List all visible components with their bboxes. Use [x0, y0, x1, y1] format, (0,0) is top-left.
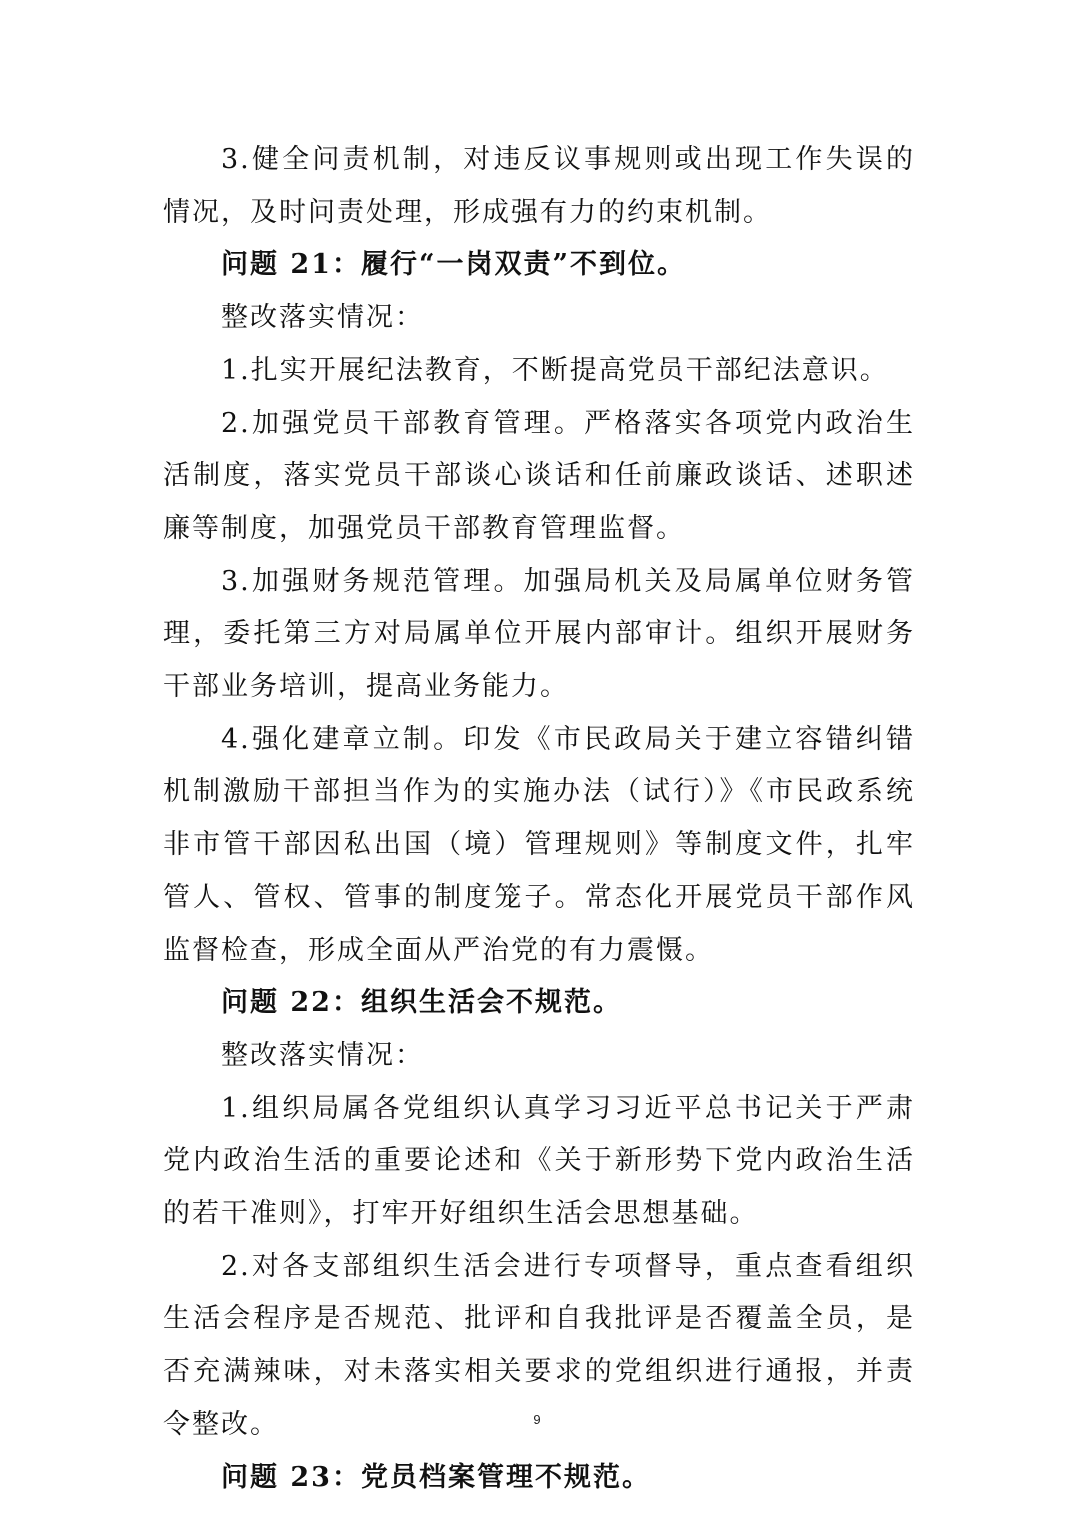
paragraph-item-1: 1.组织局属各党组织认真学习习近平总书记关于严肃党内政治生活的重要论述和《关于新形势下党内政治生活的若干准则》，打牢开好组织生活会思想基础。 [163, 1092, 915, 1230]
document-body [163, 134, 915, 1504]
rectification-label: 整改落实情况： [221, 1039, 424, 1071]
page-number: 9 [533, 1412, 541, 1427]
rectification-label: 整改落实情况： [221, 302, 424, 334]
problem-22-heading: 问题 22：组织生活会不规范。 [221, 987, 622, 1019]
paragraph-item-1: 1.扎实开展纪法教育，不断提高党员干部纪法意识。 [221, 354, 889, 386]
paragraph-item-4: 4.强化建章立制。印发《市民政局关于建立容错纠错机制激励干部担当作为的实施办法（试行）》《市民政系统非市管干部因私出国（境）管理规则》等制度文件，扎牢管人、管权、管事的制度笼子。常态化开展党员干部作风监督检查，形成全面从严治党的有力震慑。 [163, 723, 915, 966]
problem-21-heading: 问题 21：履行“一岗双责”不到位。 [221, 249, 687, 281]
paragraph-accountability: 3.健全问责机制，对违反议事规则或出现工作失误的情况，及时问责处理，形成强有力的约束机制。 [163, 144, 915, 228]
problem-23-heading: 问题 23：党员档案管理不规范。 [221, 1461, 651, 1493]
paragraph-item-2: 2.加强党员干部教育管理。严格落实各项党内政治生活制度，落实党员干部谈心谈话和任前廉政谈话、述职述廉等制度，加强党员干部教育管理监督。 [163, 407, 915, 544]
paragraph-item-3: 3.加强财务规范管理。加强局机关及局属单位财务管理，委托第三方对局属单位开展内部审计。组织开展财务干部业务培训，提高业务能力。 [163, 565, 915, 703]
paragraph-item-2: 2.对各支部组织生活会进行专项督导，重点查看组织生活会程序是否规范、批评和自我批评是否覆盖全员，是否充满辣味，对未落实相关要求的党组织进行通报，并责令整改。 [163, 1250, 915, 1440]
